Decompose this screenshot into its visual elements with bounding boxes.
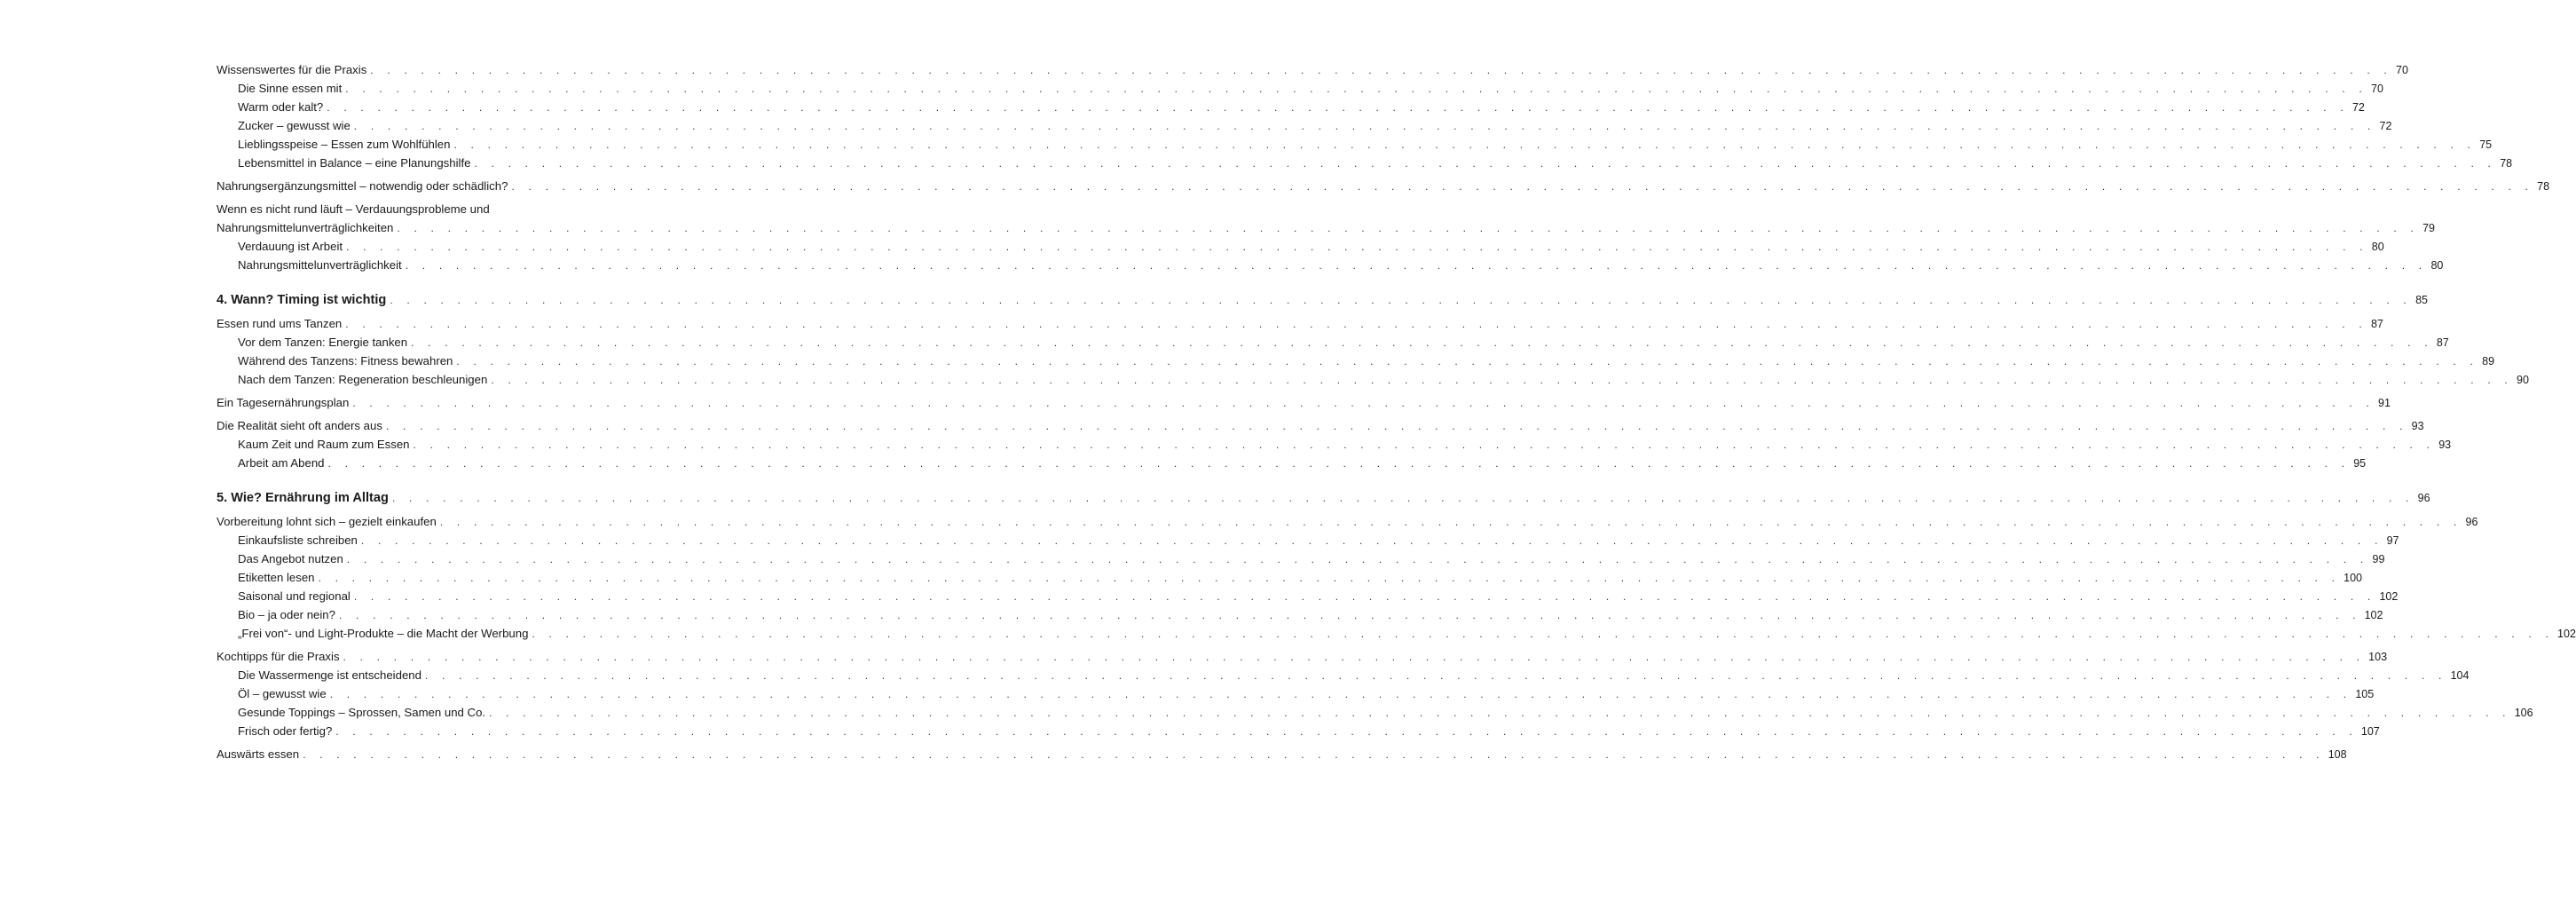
toc-entry-title: Vorbereitung lohnt sich – gezielt einkaufen [217,515,437,528]
dot-leader: . . . . . . . . . . . . . . . . . . . . . . . . . . . . . . . . . . . . . . . . . . . . . . . . . . . . . . . . . . . . . . . . . . . . . . . . . . . . . . . . . . . . . . . . . . . . . . . . . . . . . . . . . . . . . . . . . . . . . . . . [413,439,2436,451]
dot-leader: . . . . . . . . . . . . . . . . . . . . . . . . . . . . . . . . . . . . . . . . . . . . . . . . . . . . . . . . . . . . . . . . . . . . . . . . . . . . . . . . . . . . . . . . . . . . . . . . . . . . . . . . . . . . . . . . . . . . . . . . [338,609,2361,621]
dot-leader: . . . . . . . . . . . . . . . . . . . . . . . . . . . . . . . . . . . . . . . . . . . . . . . . . . . . . . . . . . . . . . . . . . . . . . . . . . . . . . . . . . . . . . . . . . . . . . . . . . . . . . . . . . . . . . . . . . . . . . . . [370,64,2392,76]
toc-entry [217,416,2424,435]
toc-entry-page-number: 102 [2379,590,2399,603]
toc-entry-page-number: 96 [2417,492,2430,504]
dot-leader: . . . . . . . . . . . . . . . . . . . . . . . . . . . . . . . . . . . . . . . . . . . . . . . . . . . . . . . . . . . . . . . . . . . . . . . . . . . . . . . . . . . . . . . . . . . . . . . . . . . . . . . . . . . . . . . . . . . . . . . . [345,83,2367,95]
toc-entry-page-number: 103 [2368,651,2388,663]
toc-entry-page-number: 78 [2500,157,2513,170]
toc-entry-title: 4. Wann? Timing ist wichtig [217,293,387,307]
toc-entry [217,218,2436,237]
dot-leader: . . . . . . . . . . . . . . . . . . . . . . . . . . . . . . . . . . . . . . . . . . . . . . . . . . . . . . . . . . . . . . . . . . . . . . . . . . . . . . . . . . . . . . . . . . . . . . . . . . . . . . . . . . . . . . . . . . . . . . . . [343,651,2366,663]
toc-entry-title: Lieblingsspeise – Essen zum Wohlfühlen [238,138,451,151]
toc-entry-page-number: 99 [2372,553,2385,565]
toc-entry-title: Während des Tanzens: Fitness bewahren [238,354,453,368]
dot-leader: . . . . . . . . . . . . . . . . . . . . . . . . . . . . . . . . . . . . . . . . . . . . . . . . . . . . . . . . . . . . . . . . . . . . . . . . . . . . . . . . . . . . . . . . . . . . . . . . . . . . . . . . . . . . . . . . . . . . . . . . [346,241,2368,253]
toc-entry-title: Verdauung ist Arbeit [238,240,343,253]
toc-entry-page-number: 91 [2378,397,2391,409]
toc-entry-title: Auswärts essen [217,747,300,761]
toc-subentry [217,587,2399,605]
dot-leader: . . . . . . . . . . . . . . . . . . . . . . . . . . . . . . . . . . . . . . . . . . . . . . . . . . . . . . . . . . . . . . . . . . . . . . . . . . . . . . . . . . . . . . . . . . . . . . . . . . . . . . . . . . . . . . . . . . . . . . . . [411,336,2433,349]
toc-entry-page-number: 79 [2422,222,2436,234]
toc-entry-title: Nahrungsmittelunverträglichkeiten [217,221,394,234]
toc-entry-title: Kaum Zeit und Raum zum Essen [238,438,410,451]
toc-entry-page-number: 70 [2396,64,2408,76]
toc-entry-title: Gesunde Toppings – Sprossen, Samen und Co. [238,706,486,719]
toc-entry-page-number: 97 [2386,534,2399,547]
toc-entry-title: Kochtipps für die Praxis [217,650,340,663]
toc-subentry [217,624,2576,643]
toc-entry-title: Einkaufsliste schreiben [238,534,358,547]
toc-subentry [217,435,2452,454]
toc-subentry [217,370,2529,389]
toc-entry-page-number: 87 [2370,318,2383,330]
toc-entry-page-number: 72 [2379,120,2392,132]
toc-subentry [217,256,2444,274]
toc-entry-title: Ein Tagesernährungsplan [217,396,350,409]
toc-subentry [217,684,2375,703]
toc-entry-title: Nahrungsmittelunverträglichkeit [238,258,402,272]
toc-entry-page-number: 93 [2411,420,2424,432]
toc-entry [217,314,2383,333]
dot-leader: . . . . . . . . . . . . . . . . . . . . . . . . . . . . . . . . . . . . . . . . . . . . . . . . . . . . . . . . . . . . . . . . . . . . . . . . . . . . . . . . . . . . . . . . . . . . . . . . . . . . . . . . . . . . . . . . . . . . . . . . [303,748,2325,761]
toc-entry-page-number: 104 [2450,669,2470,682]
toc-entry-page-number: 107 [2360,725,2380,738]
toc-entry-title: Zucker – gewusst wie [238,119,351,132]
toc-entry-title: Nahrungsergänzungsmittel – notwendig oder schädlich? [217,179,508,193]
dot-leader: . . . . . . . . . . . . . . . . . . . . . . . . . . . . . . . . . . . . . . . . . . . . . . . . . . . . . . . . . . . . . . . . . . . . . . . . . . . . . . . . . . . . . . . . . . . . . . . . . . . . . . . . . . . . . . . . . . . . . . . . [491,374,2513,386]
dot-leader: . . . . . . . . . . . . . . . . . . . . . . . . . . . . . . . . . . . . . . . . . . . . . . . . . . . . . . . . . . . . . . . . . . . . . . . . . . . . . . . . . . . . . . . . . . . . . . . . . . . . . . . . . . . . . . . . . . . . . . . . [352,397,2375,409]
dot-leader: . . . . . . . . . . . . . . . . . . . . . . . . . . . . . . . . . . . . . . . . . . . . . . . . . . . . . . . . . . . . . . . . . . . . . . . . . . . . . . . . . . . . . . . . . . . . . . . . . . . . . . . . . . . . . . . . . . . . . . . . [390,294,2412,306]
toc-entry-title: Nach dem Tanzen: Regeneration beschleunigen [238,373,488,386]
toc-entry-page-number: 95 [2353,457,2367,470]
toc-subentry [217,154,2513,172]
dot-leader: . . . . . . . . . . . . . . . . . . . . . . . . . . . . . . . . . . . . . . . . . . . . . . . . . . . . . . . . . . . . . . . . . . . . . . . . . . . . . . . . . . . . . . . . . . . . . . . . . . . . . . . . . . . . . . . . . . . . . . . . [345,318,2367,330]
toc-entry-page-number: 80 [2371,241,2384,253]
toc-entry-title: Etiketten lesen [238,571,315,584]
toc-chapter-heading [217,291,2428,310]
dot-leader: . . . . . . . . . . . . . . . . . . . . . . . . . . . . . . . . . . . . . . . . . . . . . . . . . . . . . . . . . . . . . . . . . . . . . . . . . . . . . . . . . . . . . . . . . . . . . . . . . . . . . . . . . . . . . . . . . . . . . . . . [353,590,2376,603]
toc-subentry [217,531,2399,549]
toc-entry [217,393,2391,412]
toc-entry-title: 5. Wie? Ernährung im Alltag [217,491,389,505]
toc-entry-title: Vor dem Tanzen: Energie tanken [238,336,408,349]
toc-subentry [217,237,2384,256]
toc-subentry [217,666,2470,684]
toc-entry-title: Warm oder kalt? [238,100,324,114]
toc-entry [217,60,2408,79]
toc-entry-title: Frisch oder fertig? [238,724,333,738]
toc-subentry [217,79,2383,98]
toc-entry [217,177,2550,195]
dot-leader: . . . . . . . . . . . . . . . . . . . . . . . . . . . . . . . . . . . . . . . . . . . . . . . . . . . . . . . . . . . . . . . . . . . . . . . . . . . . . . . . . . . . . . . . . . . . . . . . . . . . . . . . . . . . . . . . . . . . . . . . [405,259,2428,272]
dot-leader: . . . . . . . . . . . . . . . . . . . . . . . . . . . . . . . . . . . . . . . . . . . . . . . . . . . . . . . . . . . . . . . . . . . . . . . . . . . . . . . . . . . . . . . . . . . . . . . . . . . . . . . . . . . . . . . . . . . . . . . . [391,492,2415,504]
toc-subentry [217,454,2367,472]
toc-subentry [217,352,2495,370]
toc-entry-title: Die Wassermenge ist entscheidend [238,668,421,682]
toc-entry-title: Die Sinne essen mit [238,82,343,95]
toc-subentry [217,333,2449,352]
table-of-contents [217,60,2576,763]
toc-entry-page-number: 80 [2430,259,2444,272]
toc-entry-page-number: 93 [2438,439,2452,451]
toc-entry-page-number: 87 [2436,336,2449,349]
toc-entry-page-number: 100 [2344,572,2362,584]
dot-leader: . . . . . . . . . . . . . . . . . . . . . . . . . . . . . . . . . . . . . . . . . . . . . . . . . . . . . . . . . . . . . . . . . . . . . . . . . . . . . . . . . . . . . . . . . . . . . . . . . . . . . . . . . . . . . . . . . . . . . . . . [424,669,2447,682]
dot-leader: . . . . . . . . . . . . . . . . . . . . . . . . . . . . . . . . . . . . . . . . . . . . . . . . . . . . . . . . . . . . . . . . . . . . . . . . . . . . . . . . . . . . . . . . . . . . . . . . . . . . . . . . . . . . . . . . . . . . . . . . [346,553,2369,565]
toc-entry-page-number: 96 [2465,516,2478,528]
dot-leader: . . . . . . . . . . . . . . . . . . . . . . . . . . . . . . . . . . . . . . . . . . . . . . . . . . . . . . . . . . . . . . . . . . . . . . . . . . . . . . . . . . . . . . . . . . . . . . . . . . . . . . . . . . . . . . . . . . . . . . . . [474,157,2497,170]
dot-leader: . . . . . . . . . . . . . . . . . . . . . . . . . . . . . . . . . . . . . . . . . . . . . . . . . . . . . . . . . . . . . . . . . . . . . . . . . . . . . . . . . . . . . . . . . . . . . . . . . . . . . . . . . . . . . . . . . . . . . . . . [456,355,2479,368]
toc-entry-title: Das Angebot nutzen [238,552,343,565]
dot-leader: . . . . . . . . . . . . . . . . . . . . . . . . . . . . . . . . . . . . . . . . . . . . . . . . . . . . . . . . . . . . . . . . . . . . . . . . . . . . . . . . . . . . . . . . . . . . . . . . . . . . . . . . . . . . . . . . . . . . . . . . [489,707,2511,719]
toc-chapter-heading [217,489,2430,508]
dot-leader: . . . . . . . . . . . . . . . . . . . . . . . . . . . . . . . . . . . . . . . . . . . . . . . . . . . . . . . . . . . . . . . . . . . . . . . . . . . . . . . . . . . . . . . . . . . . . . . . . . . . . . . . . . . . . . . . . . . . . . . . [439,516,2462,528]
dot-leader: . . . . . . . . . . . . . . . . . . . . . . . . . . . . . . . . . . . . . . . . . . . . . . . . . . . . . . . . . . . . . . . . . . . . . . . . . . . . . . . . . . . . . . . . . . . . . . . . . . . . . . . . . . . . . . . . . . . . . . . . [532,628,2555,640]
toc-entry-title: Bio – ja oder nein? [238,608,335,621]
toc-subentry [217,135,2493,154]
toc-entry-title: Essen rund ums Tanzen [217,317,343,330]
toc-subentry [217,605,2383,624]
toc-subentry [217,549,2385,568]
toc-entry-title: Wissenswertes für die Praxis [217,63,367,76]
toc-subentry [217,703,2533,722]
dot-leader: . . . . . . . . . . . . . . . . . . . . . . . . . . . . . . . . . . . . . . . . . . . . . . . . . . . . . . . . . . . . . . . . . . . . . . . . . . . . . . . . . . . . . . . . . . . . . . . . . . . . . . . . . . . . . . . . . . . . . . . . [327,101,2349,114]
toc-entry-page-number: 78 [2537,180,2550,193]
toc-entry-title: Die Realität sieht oft anders aus [217,419,382,432]
toc-subentry [217,98,2365,116]
toc-entry-page-number: 70 [2371,83,2383,95]
toc-entry [217,647,2388,666]
toc-entry-page-number: 102 [2364,609,2383,621]
toc-entry [217,200,678,218]
dot-leader: . . . . . . . . . . . . . . . . . . . . . . . . . . . . . . . . . . . . . . . . . . . . . . . . . . . . . . . . . . . . . . . . . . . . . . . . . . . . . . . . . . . . . . . . . . . . . . . . . . . . . . . . . . . . . . . . . . . . . . . . [511,180,2534,193]
toc-entry-title: Öl – gewusst wie [238,687,327,700]
toc-subentry [217,722,2380,740]
toc-entry-title: „Frei von“- und Light-Produkte – die Macht der Werbung [238,627,529,640]
toc-entry-page-number: 106 [2514,707,2533,719]
toc-entry-page-number: 108 [2328,748,2347,761]
toc-entry-title: Saisonal und regional [238,589,351,603]
dot-leader: . . . . . . . . . . . . . . . . . . . . . . . . . . . . . . . . . . . . . . . . . . . . . . . . . . . . . . . . . . . . . . . . . . . . . . . . . . . . . . . . . . . . . . . . . . . . . . . . . . . . . . . . . . . . . . . . . . . . . . . . [329,688,2352,700]
toc-entry-page-number: 72 [2351,101,2365,114]
dot-leader: . . . . . . . . . . . . . . . . . . . . . . . . . . . . . . . . . . . . . . . . . . . . . . . . . . . . . . . . . . . . . . . . . . . . . . . . . . . . . . . . . . . . . . . . . . . . . . . . . . . . . . . . . . . . . . . . . . . . . . . . [327,457,2351,470]
dot-leader: . . . . . . . . . . . . . . . . . . . . . . . . . . . . . . . . . . . . . . . . . . . . . . . . . . . . . . . . . . . . . . . . . . . . . . . . . . . . . . . . . . . . . . . . . . . . . . . . . . . . . . . . . . . . . . . . . . . . . . . . [360,534,2383,547]
toc-entry-title: Arbeit am Abend [238,456,325,470]
toc-entry-page-number: 89 [2482,355,2495,368]
toc-entry-page-number: 102 [2557,628,2576,640]
toc-entry [217,512,2478,531]
dot-leader: . . . . . . . . . . . . . . . . . . . . . . . . . . . . . . . . . . . . . . . . . . . . . . . . . . . . . . . . . . . . . . . . . . . . . . . . . . . . . . . . . . . . . . . . . . . . . . . . . . . . . . . . . . . . . . . . . . . . . . . . [335,725,2358,738]
toc-subentry [217,116,2392,135]
dot-leader: . . . . . . . . . . . . . . . . . . . . . . . . . . . . . . . . . . . . . . . . . . . . . . . . . . . . . . . . . . . . . . . . . . . . . . . . . . . . . . . . . . . . . . . . . . . . . . . . . . . . . . . . . . . . . . . . . . . . . . . . [385,420,2408,432]
dot-leader: . . . . . . . . . . . . . . . . . . . . . . . . . . . . . . . . . . . . . . . . . . . . . . . . . . . . . . . . . . . . . . . . . . . . . . . . . . . . . . . . . . . . . . . . . . . . . . . . . . . . . . . . . . . . . . . . . . . . . . . . [318,572,2341,584]
toc-subentry [217,568,2362,587]
toc-entry [217,745,2347,763]
toc-entry-page-number: 105 [2355,688,2375,700]
toc-entry-page-number: 75 [2479,138,2493,151]
toc-entry-title: Wenn es nicht rund läuft – Verdauungsprobleme und [217,202,490,216]
toc-entry-page-number: 90 [2517,374,2529,386]
dot-leader: . . . . . . . . . . . . . . . . . . . . . . . . . . . . . . . . . . . . . . . . . . . . . . . . . . . . . . . . . . . . . . . . . . . . . . . . . . . . . . . . . . . . . . . . . . . . . . . . . . . . . . . . . . . . . . . . . . . . . . . . [453,138,2477,151]
toc-entry-page-number: 85 [2415,294,2428,306]
dot-leader: . . . . . . . . . . . . . . . . . . . . . . . . . . . . . . . . . . . . . . . . . . . . . . . . . . . . . . . . . . . . . . . . . . . . . . . . . . . . . . . . . . . . . . . . . . . . . . . . . . . . . . . . . . . . . . . . . . . . . . . . [353,120,2376,132]
dot-leader: . . . . . . . . . . . . . . . . . . . . . . . . . . . . . . . . . . . . . . . . . . . . . . . . . . . . . . . . . . . . . . . . . . . . . . . . . . . . . . . . . . . . . . . . . . . . . . . . . . . . . . . . . . . . . . . . . . . . . . . . [397,222,2420,234]
toc-entry-title: Lebensmittel in Balance – eine Planungshilfe [238,156,471,170]
